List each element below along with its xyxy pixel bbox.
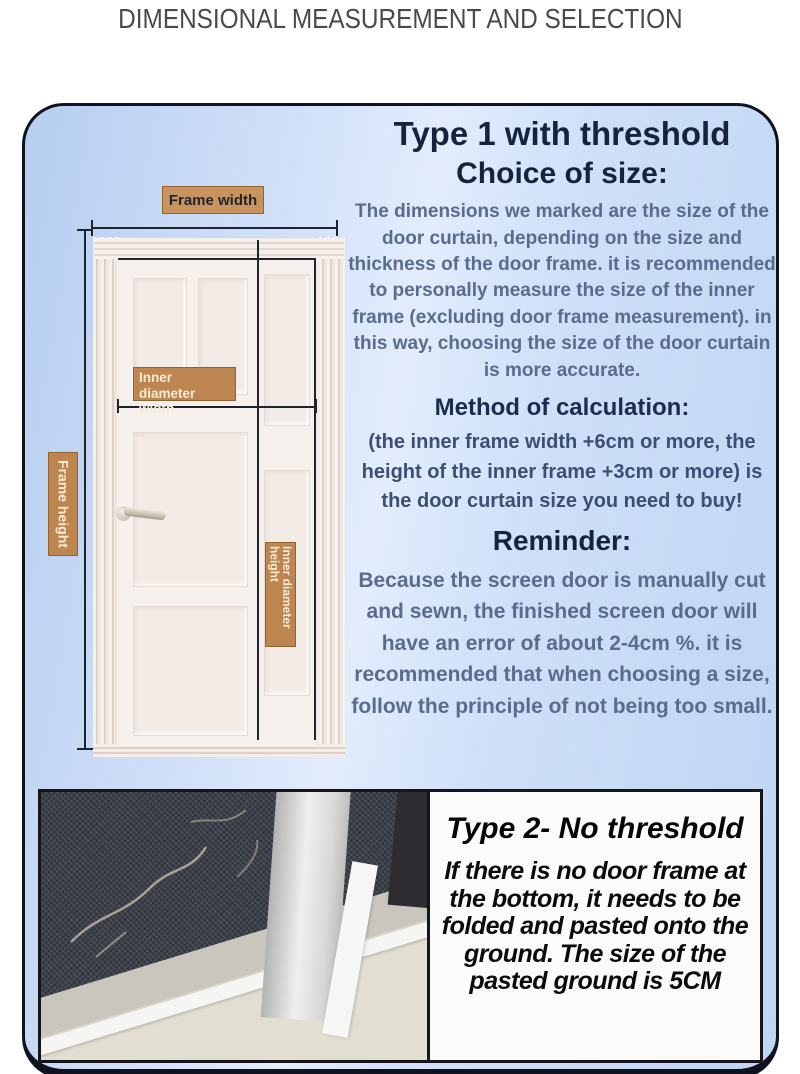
page-title [0, 3, 800, 35]
method-body: (the inner frame width +6cm or more, the height of the inner frame +3cm or more) is the door curtain size you need to buy! [361, 431, 763, 513]
door-frame-moulding-left [93, 237, 119, 757]
door-panel [133, 606, 248, 736]
frame-height-label: Frame height [48, 452, 78, 556]
door-frame-lintel [94, 238, 344, 259]
type2-body: If there is no door frame at the bottom, it needs to be folded and pasted onto the ground. The size of the pasted ground is 5CM [441, 857, 749, 995]
frame-width-label: Frame width [162, 186, 264, 214]
type1-subtitle: Choice of size: [456, 157, 668, 191]
page-title-text: DIMENSIONAL MEASUREMENT AND SELECTION [117, 3, 683, 34]
measure-tick [91, 220, 93, 236]
reminder-heading: Reminder: [492, 524, 632, 556]
threshold-photo [38, 789, 430, 1063]
measure-tick [77, 748, 93, 750]
measure-tick [117, 399, 119, 413]
door-frame-moulding-right [319, 237, 345, 757]
type1-title: Type 1 with threshold [393, 115, 731, 152]
measure-tick [336, 220, 338, 236]
frame-height-measure-line [84, 230, 86, 750]
inner-height-label: Inner diameter height [265, 542, 296, 647]
type2-title: Type 2- No threshold [446, 812, 744, 845]
measure-tick [77, 229, 93, 231]
measure-tick [315, 399, 317, 413]
frame-width-measure-line [92, 227, 338, 229]
type1-section [347, 114, 777, 722]
inner-right-line [314, 258, 316, 740]
method-heading: Method of calculation: [434, 394, 690, 422]
door-panel [264, 274, 310, 426]
inner-height-measure-line [257, 240, 259, 740]
type1-intro: The dimensions we marked are the size of the door curtain, depending on the size and thickness of the door frame. it is recommended to personally measure the size of the inner frame (excluding door frame measurement). in this way, choosing the size of the door curtain is more accurate. [348, 201, 776, 381]
inner-top-line [118, 258, 316, 260]
inner-width-label: Inner diameter width [133, 367, 236, 401]
type2-section [427, 789, 763, 1063]
reminder-body: Because the screen door is manually cut and sewn, the finished screen door will have an error of about 2-4cm %. it is recommended that when choosing a size, follow the principle of not being too small. [351, 568, 773, 718]
